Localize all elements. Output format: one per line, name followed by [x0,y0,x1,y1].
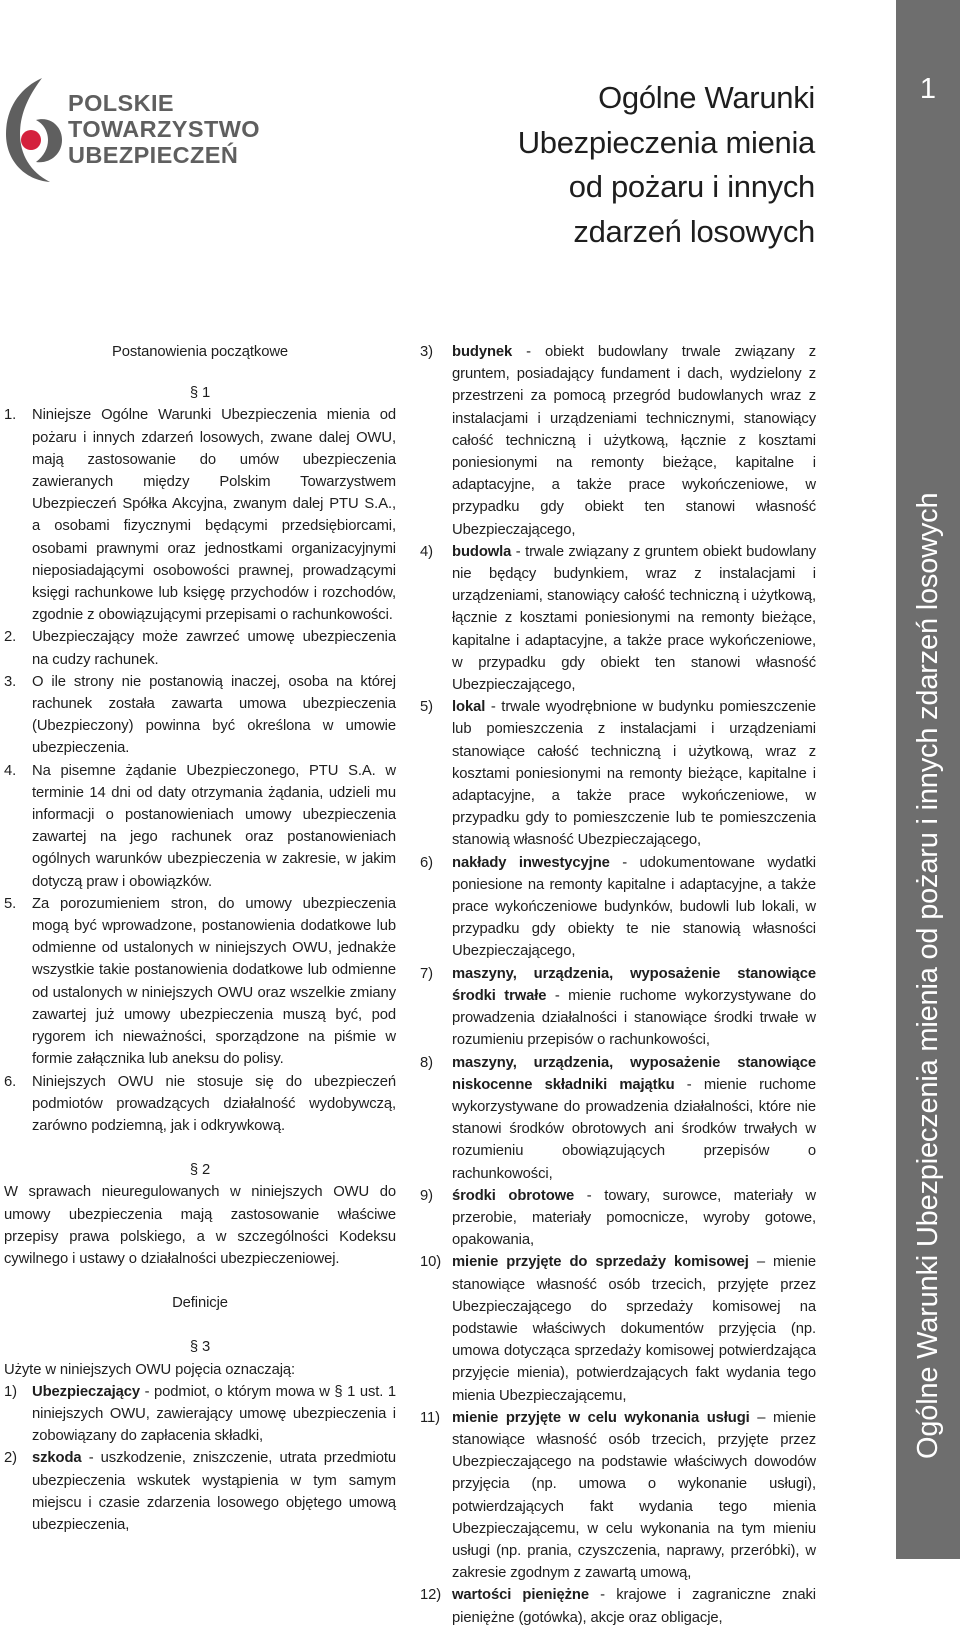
definition-number: 1) [4,1383,17,1400]
definition-item [420,1052,816,1185]
definition-text: - mienie ruchome wykorzystywane do prowadzenia działalności i stanowiące środki trwałe w rozumieniu przepisów o rachunkowości, [452,987,816,1049]
section-1-item [4,1071,396,1138]
title-line-1: Ogólne Warunki [598,80,815,115]
page-number: 1 [919,73,937,105]
definition-number: 7) [420,965,433,982]
section-1-item [4,760,396,893]
definition-text: – mienie stanowiące własność osób trzecich, przyjęte przez Ubezpieczającego na podstawie właściwych dowodów przyjęcia (np. umowa o wykonanie usługi), potwierdzających fakt wydania tego mienia Ubezpieczającemu, w celu wykonania na tym mieniu usługi (np. prania, czyszczenia, naprawy, przeróbki), w zakresie zgodnym z zawartą umową, [452,1409,817,1582]
item-text: Za porozumieniem stron, do umowy ubezpieczenia mogą być wprowadzone, postanowienia dodatkowe lub odmienne od ustalonych w niniejszych OWU, jednakże wszystkie takie postanowienia dodatkowe lub odmienne od ustalonych w niniejszych OWU oraz wszelkie zmiany zawartej już umowy ubezpieczenia muszą być, pod rygorem ich nieważności, sporządzone na piśmie w formie załącznika lub aneksu do polisy. [32,895,396,1068]
definition-number: 12) [420,1587,442,1604]
definition-item [4,1381,396,1448]
definition-item [420,963,816,1052]
definition-item [4,1447,396,1536]
definition-term: nakłady inwestycyjne [452,854,610,871]
item-text: O ile strony nie postanowią inaczej, osoba na której rachunek została zawarta umowa ubezpieczenia (Ubezpieczony) powinna być określona w umowie ubezpieczenia. [32,673,396,757]
definition-text: – mienie stanowiące własność osób trzecich, przyjęte przez Ubezpieczającego do sprzedaży komisowej na podstawie właściwych dokumentów przyjęcia (np. umowa dotycząca sprzedaży komisowej potwierdzająca przyjęcie mienia), potwierdzających fakt wydania tego mienia Ubezpieczającemu, [452,1254,816,1404]
definition-number: 4) [420,543,433,560]
section-1-item [4,626,396,670]
section-3-intro: Użyte w niniejszych OWU pojęcia oznaczają: [4,1361,296,1378]
definition-term: budynek [452,344,513,360]
section-3-mark: § 3 [189,1339,211,1356]
definition-text: - mienie ruchome wykorzystywane do prowadzenia działalności, które nie stanowi środków obrotowych ani środków trwałych w rozumieniu obowiązujących przepisów o rachunkowości, [452,1076,816,1182]
definition-item [420,696,816,851]
item-text: Niniejsze Ogólne Warunki Ubezpieczenia mienia od pożaru i innych zdarzeń losowych, zwane dalej OWU, mają zastosowanie do umów ubezpieczenia zawieranych między Polskim Towarzystwem Ubezpieczeń Spółka Akcyjna, zwanym dalej PTU S.A., a osobami fizycznymi będącymi przedsiębiorcami, osobami prawnymi oraz jednostkami organizacyjnymi nieposiadającymi osobowości prawnej, prowadzącymi księgi rachunkowe lub księgę przychodów i rozchodów, zgodnie z obowiązującymi przepisami o rachunkowości. [32,407,396,624]
definition-number: 6) [420,854,433,871]
definition-term: maszyny, urządzenia, wyposażenie stanowiące niskocenne składniki majątku [452,1054,816,1093]
definition-number: 11) [420,1409,440,1426]
item-number: 6. [4,1073,17,1090]
section-2-mark: § 2 [189,1162,211,1179]
definition-term: maszyny, urządzenia, wyposażenie stanowiące środki trwałe [452,965,816,1004]
heading-intro: Postanowienia początkowe [111,344,289,360]
definition-item [420,1584,816,1628]
title-line-4: zdarzeń losowych [573,213,815,249]
definition-term: wartości pieniężne [452,1587,589,1604]
logo-line-3: UBEZPIECZEŃ [68,142,239,168]
item-text: Na pisemne żądanie Ubezpieczonego, PTU S.A. w terminie 14 dni od daty otrzymania żądania, udzieli mu informacji o postanowieniach umowy ubezpieczenia zawartej na jego rachunek oraz postanowieniach ogólnych warunków ubezpieczenia w zakresie, w jakim dotyczą praw i obowiązków. [32,762,396,890]
definition-text: - uszkodzenie, zniszczenie, utrata przedmiotu ubezpieczenia wskutek wystąpienia w tym samym miejscu i czasie zdarzenia losowego objętego umową ubezpieczenia, [32,1450,396,1533]
right-column [420,341,816,1629]
definition-text: - trwale wyodrębnione w budynku pomieszczenie lub pomieszczenia z instalacjami i urządzeniami stanowiące całość techniczną i użytkową, wraz z kosztami poniesionymi na remonty bieżące, kapitalne i adaptacyjne, a także prace wykończeniowe, w przypadku gdy to pomieszczenie lub te pomieszczenia stanowią własność Ubezpieczającego, [452,699,816,849]
logo-line-1: POLSKIE [68,90,174,116]
definition-term: środki obrotowe [452,1187,575,1204]
document-title [435,76,815,254]
definition-number: 3) [420,344,433,360]
section-1-item [4,893,396,1071]
definition-term: Ubezpieczający [32,1383,140,1400]
definition-item [420,1407,816,1585]
definition-number: 9) [420,1187,433,1204]
item-text: Ubezpieczający może zawrzeć umowę ubezpieczenia na cudzy rachunek. [32,629,396,668]
definition-term: lokal [452,699,486,716]
definition-number: 2) [4,1450,17,1467]
definition-text: - krajowe i zagraniczne znaki pieniężne (gotówka), akcje oraz obligacje, [452,1587,816,1626]
section-2-text: W sprawach nieuregulowanych w niniejszych OWU do umowy ubezpieczenia mają zastosowanie właściwe przepisy prawa polskiego, a w szczególności Kodeksu cywilnego i ustawy o działalności ubezpieczeniowej. [4,1184,396,1267]
definition-item [420,1251,816,1406]
definition-term: mienie przyjęte w celu wykonania usługi [452,1409,750,1426]
section-1-mark: § 1 [189,385,211,402]
section-1-list [4,404,396,1137]
definition-item [420,1185,816,1252]
definition-number: 8) [420,1054,433,1071]
side-vertical-title: Ogólne Warunki Ubezpieczenia mienia od pożaru i innych zdarzeń losowych [912,492,944,1459]
item-number: 1. [4,407,17,424]
logo-emblem-icon [2,76,66,184]
definition-item [420,341,816,541]
definition-text: - towary, surowce, materiały w przerobie, materiały pomocnicze, wyroby gotowe, opakowania, [452,1187,816,1249]
heading-definitions: Definicje [172,1295,228,1312]
item-number: 3. [4,673,17,690]
definition-term: szkoda [32,1450,82,1467]
left-column [4,341,396,1536]
item-number: 2. [4,629,17,646]
logo-line-2: TOWARZYSTWO [68,116,260,142]
item-text: Niniejszych OWU nie stosuje się do ubezpieczeń podmiotów prowadzących działalność wydobywczą, zarówno podziemną, jak i odkrywkową. [32,1073,396,1134]
item-number: 4. [4,762,17,779]
definition-term: mienie przyjęte do sprzedaży komisowej [452,1254,749,1271]
section-1-item [4,404,396,626]
section-1-item [4,671,396,760]
definition-text: - udokumentowane wydatki poniesione na remonty kapitalne i adaptacyjne, a także prace wykończeniowe budynków, budowli lub lokali, w przypadku gdy obiekty te nie stanowią własności Ubezpieczającego, [452,854,816,960]
definition-item [420,852,816,963]
title-line-2: Ubezpieczenia mienia [517,124,815,160]
company-logo [2,72,282,182]
definition-text: - trwale związany z gruntem obiekt budowlany nie będący budynkiem, wraz z instalacjami i urządzeniami, stanowiący całość techniczną i użytkową, łącznie z kosztami poniesionymi na remonty bieżące, kapitalne i adaptacyjne, a także prace wykończeniowe, w przypadku gdy obiekt ten stanowi własność Ubezpieczającego, [452,543,816,694]
definition-number: 10) [420,1254,442,1271]
title-line-3: od pożaru i innych [568,169,815,204]
item-number: 5. [4,895,17,912]
definition-term: budowla [452,543,512,560]
definition-item [420,541,816,696]
definition-number: 5) [420,699,433,716]
definition-text: - podmiot, o którym mowa w § 1 ust. 1 niniejszych OWU, zawierający umowę ubezpieczenia i zobowiązany do zapłacenia składki, [32,1383,396,1445]
definition-text: - obiekt budowlany trwale związany z gruntem, posiadający fundament i dach, wydzielony z przestrzeni za pomocą przegród budowlanych wraz z instalacjami i urządzeniami technicznymi, stanowiący całość techniczną i użytkową, łącznie z kosztami poniesionymi na remonty bieżące, kapitalne i adaptacyjne, a także prace wykończeniowe, w przypadku gdy obiekt ten stanowi własność Ubezpieczającego, [452,344,816,538]
